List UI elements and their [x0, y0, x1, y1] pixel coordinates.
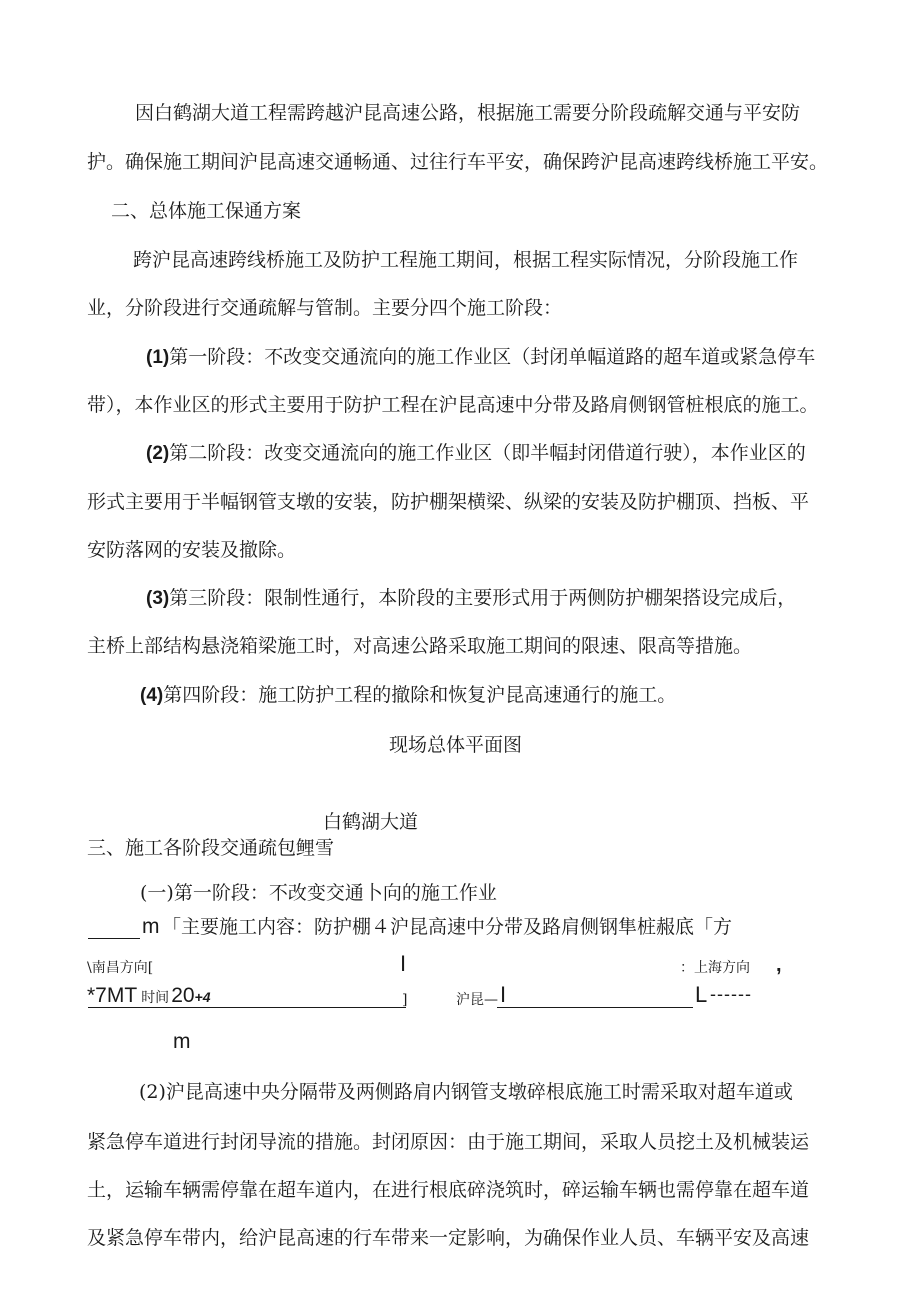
diagram-number: 20 [171, 984, 195, 1007]
stage-2-line-1 [146, 441, 806, 466]
figure-title: 现场总体平面图 [389, 734, 523, 756]
diagram-hukun-label: 沪昆— [456, 992, 498, 1008]
diagram-direction-nanchang: \南昌方向[ [87, 960, 154, 976]
diagram-marker-l: L [695, 982, 708, 1007]
stage-4-text: 第四阶段：施工防护工程的撤除和恢复沪昆高速通行的施工。 [163, 684, 677, 706]
diagram-dashes: ------ [710, 984, 752, 1004]
diagram-offset: +4 [194, 989, 211, 1005]
stage-2-line-3: 安防落网的安装及撤除。 [87, 539, 297, 561]
diagram-unit-m-2: m [173, 1030, 191, 1053]
paragraph-overview-line-1: 跨沪昆高速跨线桥施工及防护工程施工期间，根据工程实际情况，分阶段施工作 [133, 249, 799, 271]
diagram-comma: , [776, 954, 782, 976]
stage-1-number: (1) [146, 347, 170, 368]
stage-2-line-2: 形式主要用于半幅钢管支墩的安装，防护棚架横梁、纵梁的安装及防护棚顶、挡板、平 [87, 491, 810, 513]
stage-2-text: 第二阶段：改变交通流向的施工作业区（即半幅封闭借道行驶），本作业区的 [169, 442, 806, 464]
subsection-stage-1: (一)第一阶段：不改变交通卜向的施工作业 [140, 882, 497, 904]
diagram-content-text: 「主要施工内容：防护棚４沪昆高速中分带及路肩侧钢隼桩赧底「方 [162, 916, 733, 938]
diagram-time-label: 时间 [141, 990, 170, 1006]
stage-3-line-1 [146, 586, 796, 611]
paragraph-closure-line-1: (2)沪昆高速中央分隔带及两侧路肩内钢管支墩碎根底施工时需采取对超车道或 [139, 1081, 793, 1103]
paragraph-intro-line-1: 因白鹤湖大道工程需跨越沪昆高速公路，根据施工需要分阶段疏解交通与平安防 [135, 102, 801, 124]
diagram-bracket: ] [402, 992, 408, 1008]
diagram-direction-shanghai: ：上海方向 [680, 960, 750, 976]
road-label: 白鹤湖大道 [323, 811, 419, 833]
stage-3-text: 第三阶段：限制性通行，本阶段的主要形式用于两侧防护棚架搭设完成后， [169, 587, 797, 609]
stage-4-line [140, 683, 676, 708]
section-heading-3: 三、施工各阶段交通疏包鲤雪 [87, 837, 335, 859]
stage-3-line-2: 主桥上部结构悬浇箱梁施工时，对高速公路采取施工期间的限速、限高等措施。 [87, 635, 753, 657]
stage-1-line-1 [146, 345, 815, 370]
stage-3-number: (3) [146, 588, 170, 609]
stage-1-line-2: 带），本作业区的形式主要用于防护工程在沪昆高速中分带及路肩侧钢管桩根底的施工。 [87, 394, 819, 416]
diagram-unit-m: m [142, 915, 160, 938]
paragraph-intro-line-2: 护。确保施工期间沪昆高速交通畅通、过往行车平安，确保跨沪昆高速跨线桥施工平安。 [87, 151, 829, 173]
paragraph-closure-line-3: 土，运输车辆需停靠在超车道内，在进行根底碎浇筑时，碎运输车辆也需停靠在超车道 [87, 1179, 810, 1201]
stage-1-text: 第一阶段：不改变交通流向的施工作业区（封闭单幅道路的超车道或紧急停车 [169, 346, 816, 368]
diagram-underline-right [497, 1007, 693, 1008]
paragraph-closure-line-2: 紧急停车道进行封闭导流的措施。封闭原因：由于施工期间，采取人员挖土及机械装运 [87, 1131, 810, 1153]
diagram-rule [88, 938, 140, 939]
diagram-underline-left [88, 1007, 406, 1008]
diagram-marker-right: I [500, 982, 507, 1007]
section-heading-2: 二、总体施工保通方案 [111, 200, 302, 222]
diagram-marker-mid: I [400, 951, 407, 976]
stage-2-number: (2) [146, 443, 170, 464]
paragraph-closure-line-4: 及紧急停车带内，给沪昆高速的行车带来一定影响，为确保作业人员、车辆平安及高速 [87, 1227, 810, 1249]
stage-4-number: (4) [140, 685, 164, 706]
diagram-code: *7MT [87, 984, 138, 1007]
paragraph-overview-line-2: 业，分阶段进行交通疏解与管制。主要分四个施工阶段： [87, 297, 563, 319]
